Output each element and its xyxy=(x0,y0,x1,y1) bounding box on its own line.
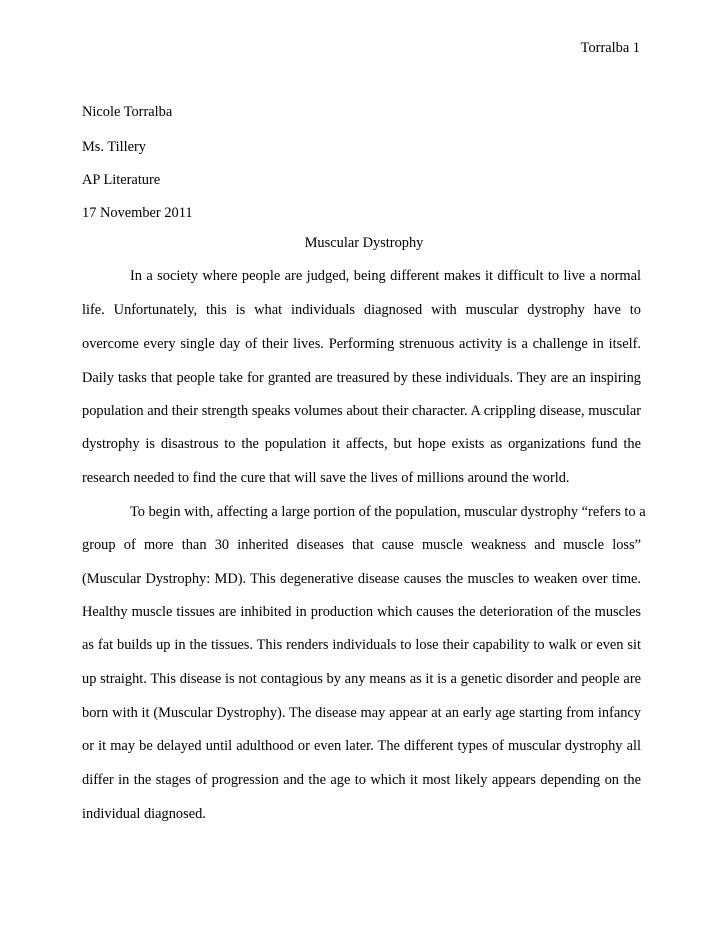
body-line: population and their strength speaks volumes about their character. A crippling disease, muscular xyxy=(82,403,641,419)
body-line: born with it (Muscular Dystrophy). The disease may appear at an early age starting from infancy xyxy=(82,705,641,721)
body-line: life. Unfortunately, this is what individuals diagnosed with muscular dystrophy have to xyxy=(82,302,641,318)
body-line: research needed to find the cure that will save the lives of millions around the world. xyxy=(82,470,570,486)
student-name: Nicole Torralba xyxy=(82,104,173,120)
essay-title: Muscular Dystrophy xyxy=(304,235,424,251)
running-head: Torralba 1 xyxy=(580,40,640,56)
body-line: Healthy muscle tissues are inhibited in production which causes the deterioration of the muscles xyxy=(82,604,641,620)
body-line: overcome every single day of their lives. Performing strenuous activity is a challenge in itself. xyxy=(82,336,641,352)
body-line: To begin with, affecting a large portion of the population, muscular dystrophy “refers to a xyxy=(130,504,646,520)
body-line: dystrophy is disastrous to the population it affects, but hope exists as organizations fund the xyxy=(82,436,641,452)
body-line: as fat builds up in the tissues. This renders individuals to lose their capability to walk or even sit xyxy=(82,637,641,653)
course-name: AP Literature xyxy=(82,172,161,188)
teacher-name: Ms. Tillery xyxy=(82,139,146,155)
body-line: or it may be delayed until adulthood or even later. The different types of muscular dystrophy all xyxy=(82,738,641,754)
body-line: In a society where people are judged, being different makes it difficult to live a normal xyxy=(130,268,641,284)
essay-date: 17 November 2011 xyxy=(82,205,193,221)
body-line: (Muscular Dystrophy: MD). This degenerative disease causes the muscles to weaken over time. xyxy=(82,571,641,587)
body-line: group of more than 30 inherited diseases that cause muscle weakness and muscle loss” xyxy=(82,537,641,553)
body-line: differ in the stages of progression and the age to which it most likely appears depending on the xyxy=(82,772,641,788)
body-line: individual diagnosed. xyxy=(82,806,206,822)
body-line: Daily tasks that people take for granted are treasured by these individuals. They are an inspiring xyxy=(82,370,641,386)
body-line: up straight. This disease is not contagious by any means as it is a genetic disorder and people are xyxy=(82,671,641,687)
